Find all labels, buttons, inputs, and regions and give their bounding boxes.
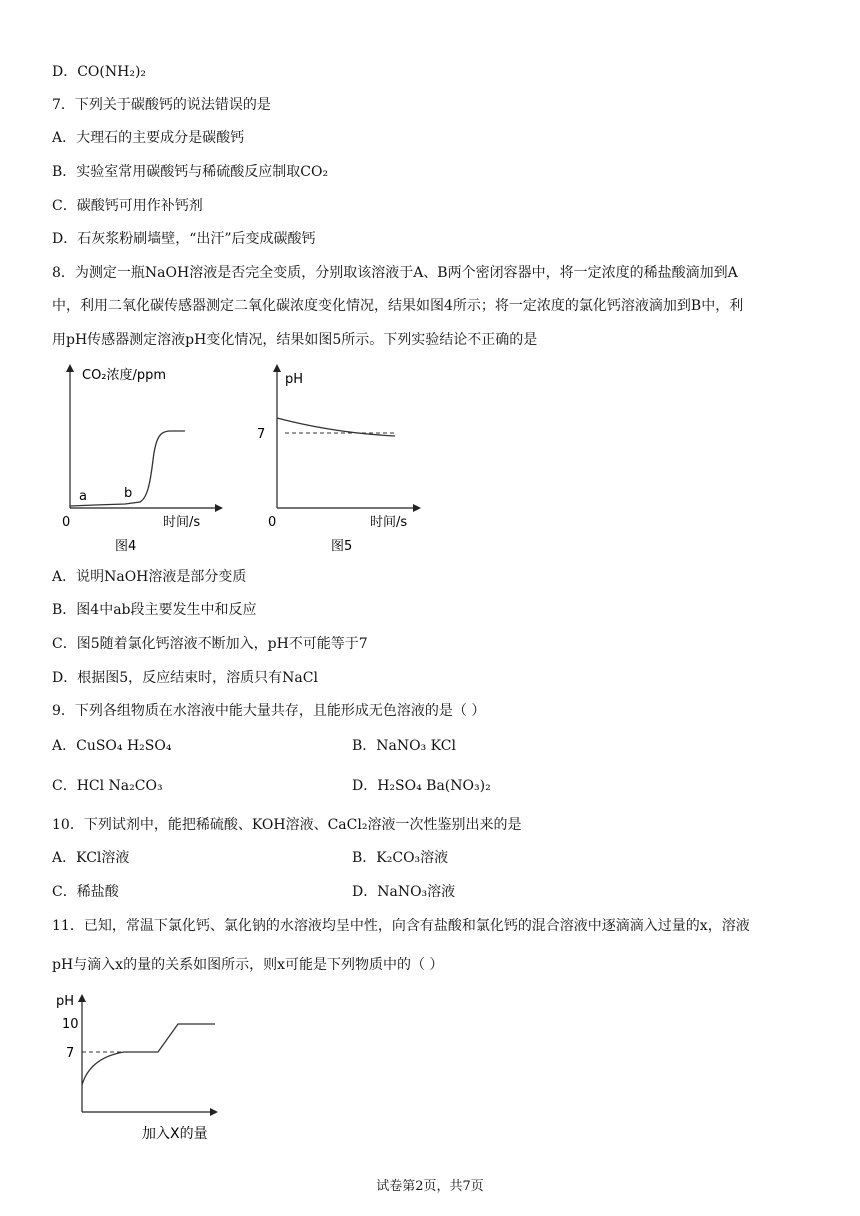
fig4-xlabel: 时间/s bbox=[163, 515, 201, 530]
fig6-ylabel: pH bbox=[56, 994, 75, 1009]
q6-option-d: D．CO(NH₂)₂ bbox=[52, 64, 147, 80]
q8-stem-line3: 用pH传感器测定溶液pH变化情况，结果如图5所示。下列实验结论不正确的是 bbox=[52, 332, 538, 348]
q7-stem: 7．下列关于碳酸钙的说法错误的是 bbox=[52, 97, 271, 113]
q9-option-c: C．HCl Na₂CO₃ bbox=[52, 778, 163, 794]
fig6-x-arrow bbox=[210, 1108, 218, 1116]
fig4-origin: 0 bbox=[62, 515, 71, 530]
figure-4 bbox=[55, 360, 230, 555]
q8-option-b: B．图4中ab段主要发生中和反应 bbox=[52, 602, 257, 618]
q8-option-c: C．图5随着氯化钙溶液不断加入，pH不可能等于7 bbox=[52, 636, 368, 652]
q8-option-a: A．说明NaOH溶液是部分变质 bbox=[52, 569, 247, 585]
page-footer: 试卷第2页，共7页 bbox=[376, 1179, 484, 1194]
q9-option-a: A．CuSO₄ H₂SO₄ bbox=[52, 738, 172, 754]
fig6-xlabel: 加入X的量 bbox=[142, 1126, 208, 1142]
fig6-tick-10: 10 bbox=[62, 1017, 79, 1032]
fig5-xlabel: 时间/s bbox=[370, 515, 408, 530]
fig6-y-arrow bbox=[78, 994, 86, 1002]
q8-option-d: D．根据图5，反应结束时，溶质只有NaCl bbox=[52, 670, 318, 686]
q7-option-b: B．实验室常用碳酸钙与稀硫酸反应制取CO₂ bbox=[52, 164, 329, 180]
q9-option-b: B．NaNO₃ KCl bbox=[352, 738, 456, 754]
fig4-ylabel: CO₂浓度/ppm bbox=[82, 368, 167, 383]
fig5-ylabel: pH bbox=[285, 372, 304, 387]
q8-stem-line2: 中，利用二氧化碳传感器测定二氧化碳浓度变化情况，结果如图4所示；将一定浓度的氯化钙溶液滴加到B中，利 bbox=[52, 298, 744, 314]
q11-stem-line1: 11．已知，常温下氯化钙、氯化钠的水溶液均呈中性，向含有盐酸和氯化钙的混合溶液中逐滴滴入过量的x，溶液 bbox=[52, 918, 750, 934]
fig4-x-arrow bbox=[215, 504, 223, 512]
q7-option-d: D．石灰浆粉刷墙壁，“出汗”后变成碳酸钙 bbox=[52, 231, 316, 247]
fig5-y-arrow bbox=[273, 364, 281, 372]
q9-option-d: D．H₂SO₄ Ba(NO₃)₂ bbox=[352, 778, 491, 794]
fig6-tick-7: 7 bbox=[66, 1046, 75, 1061]
fig6-curve bbox=[82, 1024, 215, 1085]
fig5-caption: 图5 bbox=[331, 539, 353, 554]
q10-option-b: B．K₂CO₃溶液 bbox=[352, 850, 449, 866]
q10-option-d: D．NaNO₃溶液 bbox=[352, 884, 456, 900]
fig4-point-b: b bbox=[124, 486, 133, 501]
q10-option-a: A．KCl溶液 bbox=[52, 850, 130, 866]
q7-option-a: A．大理石的主要成分是碳酸钙 bbox=[52, 130, 245, 146]
q9-stem: 9．下列各组物质在水溶液中能大量共存，且能形成无色溶液的是（ ） bbox=[52, 703, 486, 719]
figure-q11 bbox=[52, 990, 232, 1150]
fig5-x-arrow bbox=[413, 504, 421, 512]
fig5-tick-7: 7 bbox=[257, 427, 266, 442]
q10-stem: 10．下列试剂中，能把稀硫酸、KOH溶液、CaCl₂溶液一次性鉴别出来的是 bbox=[52, 817, 522, 833]
fig4-caption: 图4 bbox=[115, 539, 137, 554]
q11-stem-line2: pH与滴入x的量的关系如图所示，则x可能是下列物质中的（ ） bbox=[52, 957, 444, 973]
figure-5 bbox=[255, 360, 425, 555]
q10-option-c: C．稀盐酸 bbox=[52, 884, 119, 900]
q8-stem-line1: 8．为测定一瓶NaOH溶液是否完全变质，分别取该溶液于A、B两个密闭容器中，将一定浓度的稀盐酸滴加到A bbox=[52, 265, 738, 281]
q7-option-c: C．碳酸钙可用作补钙剂 bbox=[52, 198, 203, 214]
fig5-origin: 0 bbox=[268, 515, 277, 530]
fig4-y-arrow bbox=[66, 364, 74, 372]
fig4-point-a: a bbox=[79, 489, 87, 504]
